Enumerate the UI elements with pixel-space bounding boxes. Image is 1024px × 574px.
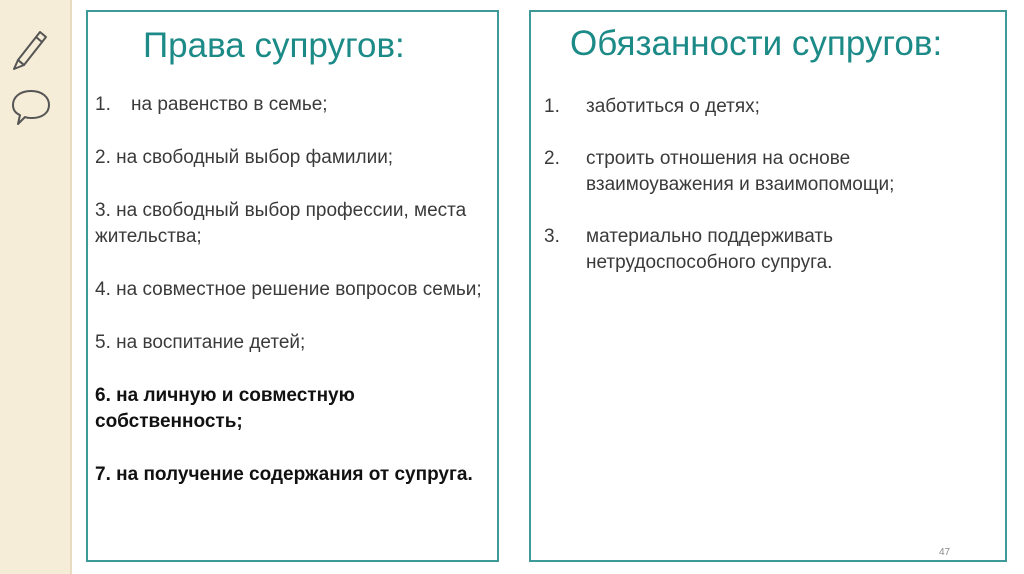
rights-item-4: 4. на совместное решение вопросов семьи;	[95, 279, 482, 300]
rights-item-2: 2. на свободный выбор фамилии;	[95, 147, 394, 168]
duties-item-1	[544, 94, 984, 120]
page-number: 47	[939, 547, 951, 558]
duties-item-number: 2.	[544, 148, 560, 169]
rights-item-3: 3. на свободный выбор профессии, места жительства;	[95, 200, 467, 247]
duties-list	[544, 94, 984, 302]
rights-item-1	[95, 92, 495, 118]
rights-title: Права супругов:	[143, 26, 405, 65]
duties-item-text: заботиться о детях;	[586, 96, 760, 117]
duties-item-2	[544, 146, 984, 198]
rights-panel	[86, 10, 499, 562]
duties-panel	[529, 10, 1007, 562]
rights-item-6: 6. на личную и совместную собственность;	[95, 385, 355, 432]
rights-list	[95, 92, 495, 515]
rights-item-7: 7. на получение содержания от супруга.	[95, 464, 473, 485]
speech-bubble-icon[interactable]	[10, 86, 52, 130]
rights-item-5: 5. на воспитание детей;	[95, 332, 306, 353]
duties-item-text: строить отношения на основе взаимоуважения и взаимопомощи;	[586, 148, 895, 195]
rights-item-1-number: 1.	[95, 94, 111, 115]
duties-item-text: материально поддерживать нетрудоспособного супруга.	[586, 226, 834, 273]
sidebar	[0, 0, 70, 574]
sidebar-divider	[70, 0, 72, 574]
duties-item-number: 3.	[544, 226, 560, 247]
rights-item-1-text: на равенство в семье;	[131, 94, 328, 115]
duties-item-number: 1.	[544, 96, 560, 117]
duties-title: Обязанности супругов:	[570, 24, 943, 63]
pencil-icon[interactable]	[9, 26, 49, 72]
duties-item-3	[544, 224, 984, 276]
